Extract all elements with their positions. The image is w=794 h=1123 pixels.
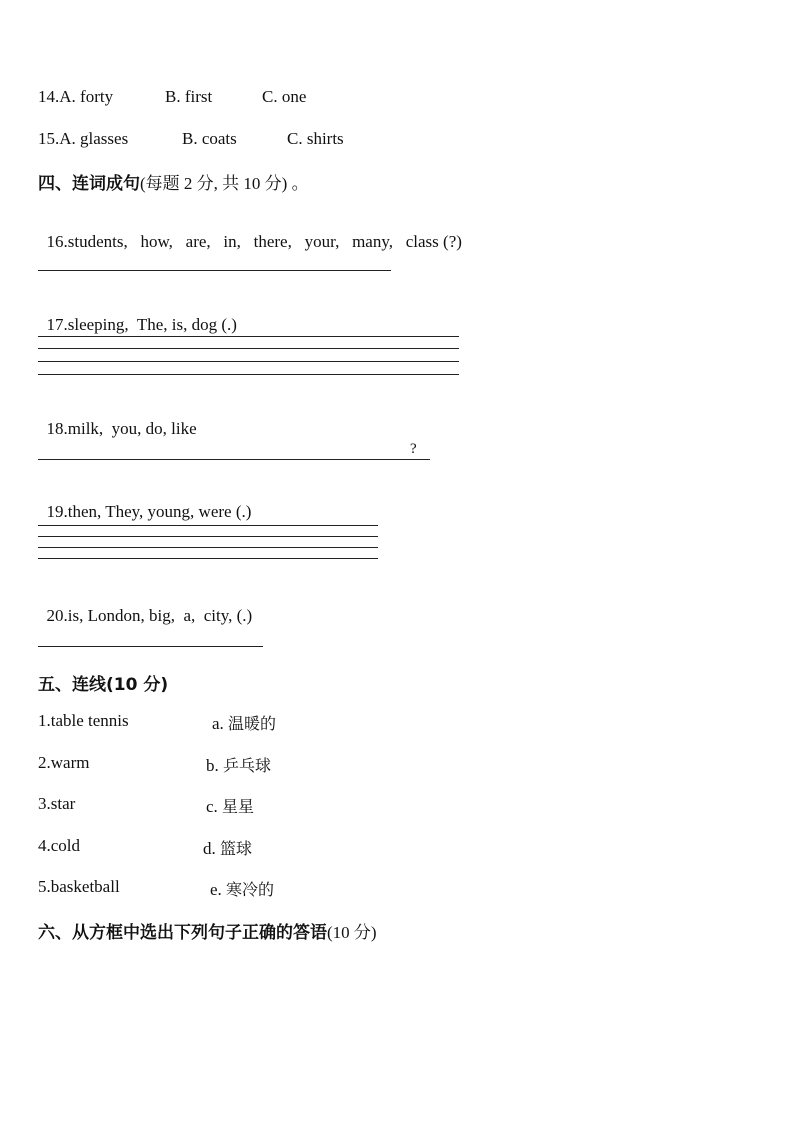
match-letter: a. [212,714,224,733]
question-number: 20. [46,606,68,625]
option-a: A. forty [59,87,114,106]
question-14 [38,87,113,107]
question-20 [38,586,252,626]
answer-line[interactable] [38,348,459,349]
answer-line[interactable] [38,459,430,460]
section-note: (每题 2 分, 共 10 分) 。 [140,174,309,193]
match-left-item: 3.star [38,794,76,813]
answer-line[interactable] [38,558,378,559]
question-18 [38,399,197,439]
question-text: milk, you, do, like [67,419,197,438]
question-text: sleeping, The, is, dog (.) [67,315,237,334]
question-text: then, They, young, were (.) [67,502,252,521]
match-letter: d. [203,839,216,858]
answer-line[interactable] [38,374,459,375]
answer-line[interactable] [38,336,459,337]
section-4-heading [38,169,309,194]
match-left-item: 4.cold [38,836,81,855]
match-letter: e. [210,880,222,899]
question-16 [38,212,462,252]
match-word: 乒乓球 [223,756,272,775]
option-c: C. one [262,87,307,106]
answer-line[interactable] [38,361,459,362]
answer-line[interactable] [38,646,263,647]
match-right-item [210,877,274,900]
option-b: B. first [165,87,213,106]
match-left-item: 5.basketball [38,877,120,896]
question-number: 18. [46,419,68,438]
question-number: 16. [46,232,68,251]
question-number: 19. [46,502,68,521]
section-title: 四、连词成句 [38,174,140,194]
option-b: B. coats [182,129,237,148]
question-19 [38,482,251,522]
section-title: 五、连线 [38,675,106,695]
match-letter: b. [206,756,219,775]
match-right-item [203,836,252,859]
question-text: students, how, are, in, there, your, many, class (?) [67,232,462,251]
question-number: 15. [38,129,60,148]
match-word: 星星 [222,797,255,816]
question-number: 17. [46,315,68,334]
answer-line[interactable] [38,525,378,526]
match-left-item: 2.warm [38,753,90,772]
match-word: 温暖的 [228,714,277,733]
question-15 [38,129,128,149]
question-mark: ? [410,441,417,457]
answer-line[interactable] [38,270,391,271]
match-word: 寒冷的 [226,880,275,899]
question-number: 14. [38,87,60,106]
section-5-heading [38,670,168,695]
section-6-heading [38,918,377,943]
option-a: A. glasses [59,129,129,148]
answer-line[interactable] [38,536,378,537]
question-17 [38,295,237,335]
match-letter: c. [206,797,218,816]
section-note: (10 分) [106,675,169,695]
answer-line[interactable] [38,547,378,548]
match-right-item [212,711,276,734]
match-left-item: 1.table tennis [38,711,129,730]
section-note: (10 分) [327,923,377,942]
match-word: 篮球 [220,839,253,858]
question-text: is, London, big, a, city, (.) [67,606,253,625]
match-right-item [206,753,271,776]
option-c: C. shirts [287,129,344,148]
match-right-item [206,794,254,817]
section-title: 六、从方框中选出下列句子正确的答语 [38,923,327,943]
